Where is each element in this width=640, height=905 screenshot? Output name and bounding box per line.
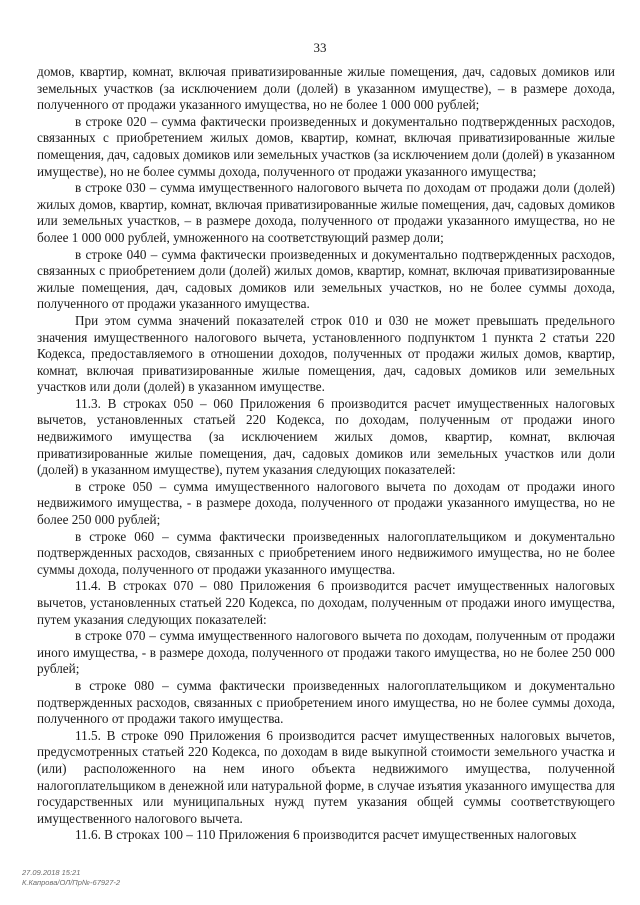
footer-timestamp: 27.09.2018 15:21 [22,868,81,877]
document-body [37,64,615,844]
document-footer [22,868,120,888]
paragraph: 11.3. В строках 050 – 060 Приложения 6 производится расчет имущественных налоговых вычетов, установленных статьей 220 Кодекса, по доходам, полученным от продажи иного недвижимого имущества (за исключением жилых домов, квартир, комнат, включая приватизированные жилые помещения, дач, садовых домиков или земельных участков или доли (долей) в указанном имуществе), путем указания следующих показателей: [37,395,615,478]
paragraph: в строке 050 – сумма имущественного налогового вычета по доходам от продажи иного недвижимого имущества, - в размере дохода, полученного от продажи указанного имущества, но не более 250 000 рублей; [37,478,615,528]
page-number: 33 [313,40,327,55]
paragraph: домов, квартир, комнат, включая приватизированные жилые помещения, дач, садовых домиков или земельных участков (за исключением доли (долей) в указанном имуществе), – в размере дохода, полученного от продажи указанного имущества, но не более 1 000 000 рублей; [37,64,615,113]
paragraph: в строке 020 – сумма фактически произведенных и документально подтвержденных расходов, связанных с приобретением жилых домов, квартир, комнат, включая приватизированные жилые помещения, дач, садовых домиков или земельных участков (за исключением доли (долей) в указанном имуществе), но не более суммы дохода, полученного от продажи указанного имущества; [37,113,615,179]
footer-reference: К.Капрова/ОЛ/Пр№-67927-2 [22,878,121,887]
paragraph: 11.5. В строке 090 Приложения 6 производится расчет имущественных налоговых вычетов, предусмотренных статьей 220 Кодекса, по доходам в виде выкупной стоимости земельного участка и (или) расположенного на нем иного объекта недвижимого имущества, полученной налогоплательщиком в денежной или натуральной форме, в случае изъятия указанного имущества для государственных или муниципальных нужд путем указания общей суммы соответствующего имущественного налогового вычета. [37,727,615,826]
paragraph: в строке 070 – сумма имущественного налогового вычета по доходам, полученным от продажи иного имущества, - в размере дохода, полученного от продажи такого имущества, но не более 250 000 рублей; [37,628,615,677]
paragraph: При этом сумма значений показателей строк 010 и 030 не может превышать предельного значения имущественного налогового вычета, установленного подпунктом 1 пункта 2 статьи 220 Кодекса, предоставляемого в отношении доходов, полученных от продажи жилых домов, квартир, комнат, включая приватизированные жилые помещения, дач, садовых домиков или земельных участков или доли (долей) в указанном имуществе. [37,312,615,395]
paragraph: 11.6. В строках 100 – 110 Приложения 6 производится расчет имущественных налоговых [75,827,577,843]
paragraph: 11.4. В строках 070 – 080 Приложения 6 производится расчет имущественных налоговых вычетов, установленных статьей 220 Кодекса, по доходам, полученным от продажи иного имущества, путем указания следующих показателей: [37,578,615,627]
paragraph: в строке 060 – сумма фактически произведенных налогоплательщиком и документально подтвержденных расходов, связанных с приобретением иного недвижимого имущества, но не более суммы дохода, полученного от продажи указанного имущества. [37,528,615,577]
paragraph: в строке 040 – сумма фактически произведенных и документально подтвержденных расходов, связанных с приобретением доли (долей) жилых домов, квартир, комнат, включая приватизированные жилые помещения, дач, садовых домиков или земельных участков, но не более суммы дохода, полученного от продажи указанного имущества. [37,246,615,312]
paragraph: в строке 080 – сумма фактически произведенных налогоплательщиком и документально подтвержденных расходов, связанных с приобретением иного имущества, но не более суммы дохода, полученного от продажи такого имущества. [37,677,615,727]
paragraph: в строке 030 – сумма имущественного налогового вычета по доходам от продажи доли (долей) жилых домов, квартир, комнат, включая приватизированные жилые помещения, дач, садовых домиков или земельных участков, – в размере дохода, полученного от продажи указанного имущества, но не более 1 000 000 рублей, умноженного на соответствующий размер доли; [37,180,615,245]
